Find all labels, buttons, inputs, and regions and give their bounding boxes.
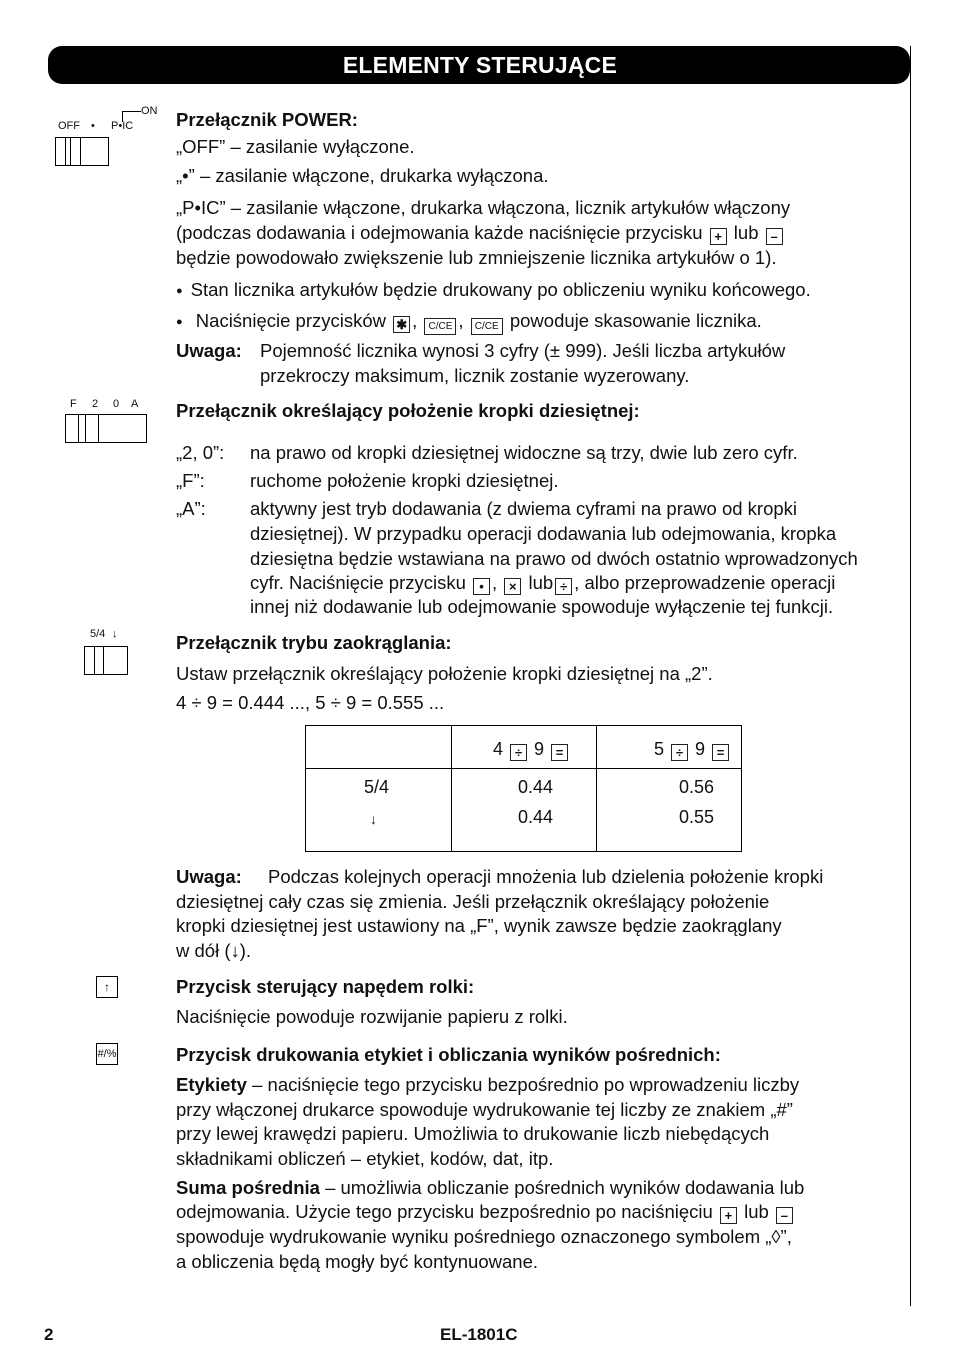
hash-percent-key-icon: #/%: [96, 1043, 118, 1065]
print-p1-line4: składnikami obliczeń – etykiet, kodów, dat, itp.: [176, 1148, 554, 1169]
print-title: Przycisk drukowania etykiet i obliczania wyników pośrednich:: [176, 1044, 721, 1065]
table-row1-label: 5/4: [364, 777, 390, 797]
power-line-4: (podczas dodawania i odejmowania każde naciśnięcie przycisku + lub –: [176, 220, 785, 245]
decimal-switch-icon: F 2 0 A: [65, 396, 155, 446]
table-row1-v1: 0.44: [518, 777, 554, 797]
table-row1-v2: 0.56: [679, 777, 715, 797]
on-label: ON: [141, 105, 158, 117]
feed-line: Naciśnięcie powoduje rozwijanie papieru z rolki.: [176, 1006, 568, 1027]
dot-label: •: [91, 120, 95, 132]
rounding-title: Przełącznik trybu zaokrąglania:: [176, 632, 452, 653]
rounding-line-1: Ustaw przełącznik określający położenie kropki dziesiętnej na „2”.: [176, 663, 713, 684]
table-head-1: 4 ÷ 9 =: [493, 738, 570, 761]
decimal-row-a-text: aktywny jest tryb dodawania (z dwiema cyframi na prawo od kropki: [250, 498, 798, 519]
off-label: OFF: [58, 120, 80, 132]
table-row2-v1: 0.44: [518, 807, 554, 827]
model-number: EL-1801C: [440, 1325, 518, 1344]
plus-key-icon: +: [710, 228, 727, 245]
minus-key-icon: –: [766, 228, 783, 245]
power-note-2: przekroczy maksimum, licznik zostanie wyzerowany.: [260, 365, 690, 386]
section-header: [48, 46, 910, 84]
rounding-note-1: Podczas kolejnych operacji mnożenia lub dzielenia położenie kropki: [268, 866, 824, 887]
section-title: ELEMENTY STERUJĄCE: [342, 52, 617, 78]
rounding-note-2: dziesiętnej cały czas się zmienia. Jeśli przełącznik określający położenie: [176, 891, 770, 912]
print-p2-line3: spowoduje wydrukowanie wyniku pośredniego oznaczonego symbolem „◊”,: [176, 1226, 792, 1247]
divide-key-icon: ÷: [555, 578, 572, 595]
rounding-note-label: Uwaga:: [176, 866, 242, 887]
power-bullet-2: ● Naciśnięcie przycisków ✱ , C/CE , C/CE powoduje skasowanie licznika.: [176, 308, 762, 337]
decimal-a-cont-3: cyfr. Naciśnięcie przycisku • , × lub ÷ , albo przeprowadzenie operacji: [250, 572, 836, 594]
print-p1-line1: Etykiety – naciśnięcie tego przycisku bezpośrednio po wprowadzeniu liczby: [176, 1074, 800, 1095]
table-row2-label: ↓: [370, 811, 377, 827]
power-line-dot: „•” – zasilanie włączone, drukarka wyłączona.: [176, 165, 549, 186]
power-line-off: „OFF” – zasilanie wyłączone.: [176, 136, 415, 157]
c-ce-key-icon: C/CE: [424, 318, 456, 335]
asterisk-key-icon: ✱: [393, 316, 410, 333]
rounding-note-3: kropki dziesiętnej jest ustawiony na „F”, wynik zawsze będzie zaokrąglany: [176, 915, 782, 936]
multiply-key-icon: ×: [504, 578, 521, 595]
plus-key-icon-2: +: [720, 1207, 737, 1224]
page-number: 2: [44, 1325, 54, 1344]
decimal-row-20-text: na prawo od kropki dziesiętnej widoczne są trzy, dwie lub zero cyfr.: [250, 442, 798, 463]
decimal-row-f-text: ruchome położenie kropki dziesiętnej.: [250, 470, 559, 491]
dot-key-icon: •: [473, 578, 490, 595]
decimal-a-cont-1: dziesiętnej). W przypadku operacji dodawania lub odejmowania, kropka: [250, 523, 837, 544]
feed-title: Przycisk sterujący napędem rolki:: [176, 976, 475, 997]
power-title: Przełącznik POWER:: [176, 109, 358, 130]
table-head-2: 5 ÷ 9 =: [654, 738, 731, 761]
minus-key-icon-2: –: [776, 1207, 793, 1224]
rounding-note-4: w dół (↓).: [176, 940, 252, 961]
power-note-1: Pojemność licznika wynosi 3 cyfry (± 999). Jeśli liczba artykułów: [260, 340, 786, 361]
rounding-line-2: 4 ÷ 9 = 0.444 ..., 5 ÷ 9 = 0.555 ...: [176, 692, 445, 713]
print-p2-line2: odejmowania. Użycie tego przycisku bezpośrednio po naciśnięciu + lub –: [176, 1199, 795, 1224]
power-bullet-1: ● Stan licznika artykułów będzie drukowany po obliczeniu wyniku końcowego.: [176, 277, 811, 306]
decimal-row-20-key: „2, 0”:: [176, 442, 225, 463]
rounding-switch-icon: 5/4 ↓: [84, 626, 154, 676]
print-p2-line4: a obliczenia będą mogły być kontynuowane.: [176, 1251, 539, 1272]
print-p1-line3: przy lewej krawędzi papieru. Umożliwia to drukowanie liczb niebędących: [176, 1123, 770, 1144]
print-p2-line1: Suma pośrednia – umożliwia obliczanie pośrednich wyników dodawania lub: [176, 1177, 805, 1198]
power-line-pic: „P•IC” – zasilanie włączone, drukarka włączona, licznik artykułów włączony: [176, 197, 791, 218]
c-ce-key-icon-2: C/CE: [471, 318, 503, 335]
power-line-5: będzie powodowało zwiększenie lub zmniejszenie licznika artykułów o 1).: [176, 247, 777, 268]
decimal-a-cont-2: dziesiętna będzie wstawiana na prawo od dwóch ostatnio wprowadzonych: [250, 548, 858, 569]
rounding-table: [305, 725, 742, 852]
decimal-a-cont-4: innej niż dodawanie lub odejmowanie spowoduje wyłączenie tej funkcji.: [250, 596, 834, 617]
print-p1-line2: przy włączonej drukarce spowoduje wydrukowanie tej liczby ze znakiem „#”: [176, 1099, 793, 1120]
power-switch-icon: [55, 105, 165, 165]
power-note-label: Uwaga:: [176, 340, 242, 361]
decimal-row-f-key: „F”:: [176, 470, 205, 491]
pic-label: P•IC: [111, 120, 134, 132]
decimal-row-a-key: „A”:: [176, 498, 206, 519]
paper-feed-key-icon: ↑: [96, 976, 118, 998]
decimal-title: Przełącznik określający położenie kropki dziesiętnej:: [176, 400, 640, 421]
table-row2-v2: 0.55: [679, 807, 715, 827]
